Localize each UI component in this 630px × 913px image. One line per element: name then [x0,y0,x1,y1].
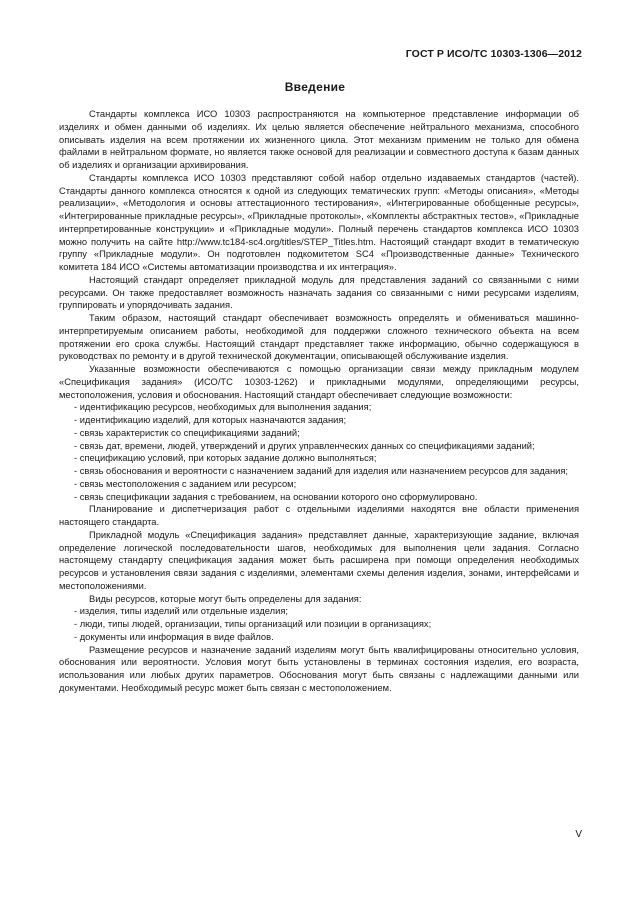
list-item: - связь обоснования и вероятности с назначением заданий для изделия или назначением ресурсов для задания; [74,466,569,476]
page-number: V [575,829,582,840]
list-item: - идентификацию ресурсов, необходимых для выполнения задания; [74,402,372,413]
section-title: Введение [284,80,346,94]
paragraph: Прикладной модуль «Спецификация задания» представляет данные, характеризующие задание, включая определение логической последовательности шагов, необходимых для выполнения цели задания. Согласно настоящему стандарту спецификация задания может быть расширена при помощи определения необходимых ресурсов и установления связи задания с изделиями, элементами схемы деления изделия, зонами, интерфейсами и местоположениями. [59,529,579,591]
paragraph: Виды ресурсов, которые могут быть определены для задания: [89,593,362,604]
list-item: - идентификацию изделий, для которых назначаются задания; [74,415,347,425]
paragraph: Таким образом, настоящий стандарт обеспечивает возможность определять и обмениваться машинно-интерпретируемым описанием работы, необходимой для поддержки сложного технического объекта на всем протяжении его срока службы. Настоящий стандарт представляет также информацию, обычно содержащуюся в руководствах по ремонту и в другой технической документации, описывающей обслуживание изделия. [59,313,579,362]
paragraph: Настоящий стандарт определяет прикладной модуль для представления заданий со связанными с ними ресурсами. Он также предоставляет возможность назначать задания со связанными с ними ресурсами изделиям, группировать и упорядочивать задания. [59,274,579,311]
paragraph: Стандарты комплекса ИСО 10303 распространяются на компьютерное представление информации об изделиях и обмен данными об изделиях. Их целью является обеспечение нейтрального механизма, способного описывать изделия на всем протяжении их жизненного цикла. Этот механизм применим не только для обмена файлами в нейтральном формате, но является также основой для реализации и совместного доступа к базам данных об изделиях и организации архивирования. [59,109,579,170]
list-item: - связь спецификации задания с требованием, на основании которого оно сформулировано. [74,491,478,502]
document-body [59,108,579,695]
paragraph: Указанные возможности обеспечиваются с помощью организации связи между прикладным модулем «Спецификация задания» (ИСО/ТС 10303-1262) и прикладными модулями, определяющими ресурсы, местоположения, условия и обоснования. Настоящий стандарт обеспечивает следующие возможности: [59,364,579,400]
list-item: - связь местоположения с заданием или ресурсом; [74,478,297,489]
paragraph: Стандарты комплекса ИСО 10303 представляют собой набор отдельно издаваемых стандартов (частей). Стандарты данного комплекса относятся к одной из следующих тематических групп: «Методы описания», «Методы реализации», «Методология и основы аттестационного тестирования», «Интегрированные обобщенные ресурсы», «Интегрированные прикладные ресурсы», «Прикладные протоколы», «Комплекты абстрактных тестов», «Прикладные интерпретированные конструкции» и «Прикладные модули». Полный перечень стандартов комплекса ИСО 10303 можно получить на сайте http://www.tc184-sc4.org/titles/STEP_Titles.htm. Настоящий стандарт входит в тематическую группу «Прикладные модули». Он подготовлен подкомитетом SC4 «Производственные данные» Технического комитета 184 ИСО «Системы автоматизации производства и их интеграция». [59,172,579,272]
list-item: - связь дат, времени, людей, утверждений и других управленческих данных со спецификациями заданий; [74,440,535,451]
paragraph: Планирование и диспетчеризация работ с отдельными изделиями находятся вне области применения настоящего стандарта. [59,504,579,527]
list-item: - связь характеристик со спецификациями заданий; [74,427,300,438]
list-item: - изделия, типы изделий или отдельные изделия; [74,606,288,617]
list-item: - документы или информация в виде файлов. [74,631,274,642]
document-code-header: ГОСТ Р ИСО/ТС 10303-1306—2012 [405,48,582,60]
list-item: - люди, типы людей, организации, типы организаций или позиции в организациях; [74,619,432,629]
paragraph: Размещение ресурсов и назначение заданий изделиям могут быть квалифицированы относительно условия, обоснования или вероятности. Условия могут быть установлены в терминах состояния изделия, его возраста, использования или любых других параметров. Обоснования могут быть связаны с надлежащими данными или документами. Необходимый ресурс может быть связан с местоположением. [59,644,579,693]
list-item: - спецификацию условий, при которых задание должно выполняться; [74,453,377,464]
